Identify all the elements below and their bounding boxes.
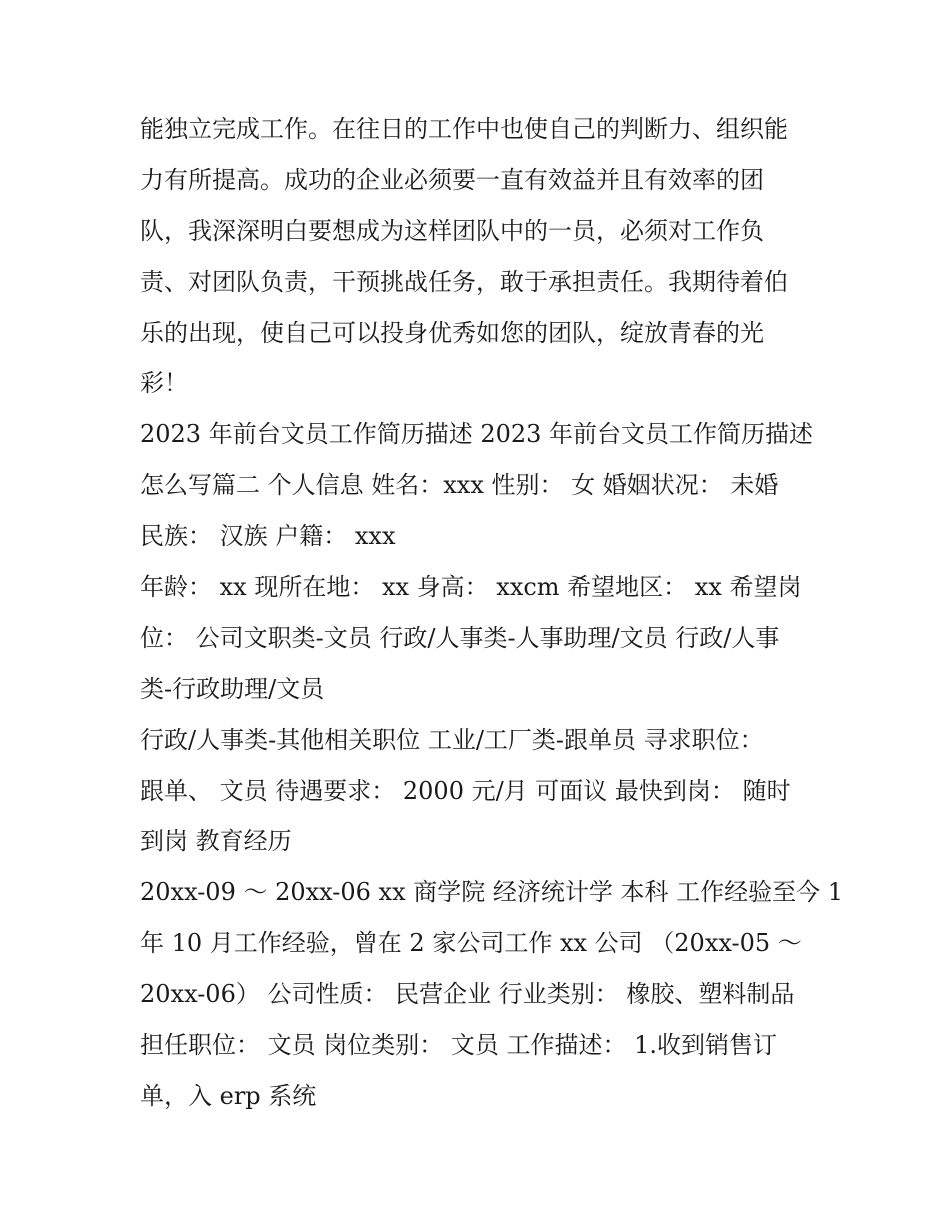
- text-line: 单，入 erp 系统: [140, 1081, 317, 1110]
- text-line: 担任职位： 文员 岗位类别： 文员 工作描述： 1.收到销售订: [140, 1031, 778, 1060]
- text-line: 队，我深深明白要想成为这样团队中的一员，必须对工作负: [140, 216, 764, 245]
- text-line: 位： 公司文职类-文员 行政/人事类-人事助理/文员 行政/人事: [140, 623, 780, 652]
- text-line: 怎么写篇二 个人信息 姓名：xxx 性别： 女 婚姻状况： 未婚: [140, 471, 779, 500]
- text-line: 彩！: [140, 369, 188, 398]
- text-line: 20xx-09 ～ 20xx-06 xx 商学院 经济统计学 本科 工作经验至今 1: [140, 878, 844, 907]
- text-line: 到岗 教育经历: [140, 827, 292, 856]
- text-line: 民族： 汉族 户籍： xxx: [140, 522, 396, 551]
- text-line: 20xx-06） 公司性质： 民营企业 行业类别： 橡胶、塑料制品: [140, 980, 795, 1009]
- text-line: 乐的出现，使自己可以投身优秀如您的团队，绽放青春的光: [140, 318, 764, 347]
- text-line: 行政/人事类-其他相关职位 工业/工厂类-跟单员 寻求职位：: [140, 725, 764, 754]
- text-line: 责、对团队负责，干预挑战任务，敢于承担责任。我期待着伯: [140, 267, 788, 296]
- document-body: [140, 104, 844, 1122]
- text-line: 力有所提高。成功的企业必须要一直有效益并且有效率的团: [140, 165, 764, 194]
- text-line: 类-行政助理/文员: [140, 674, 325, 703]
- text-line: 跟单、 文员 待遇要求： 2000 元/月 可面议 最快到岗： 随时: [140, 776, 791, 805]
- text-line: 2023 年前台文员工作简历描述 2023 年前台文员工作简历描述: [140, 420, 814, 449]
- text-line: 能独立完成工作。在往日的工作中也使自己的判断力、组织能: [140, 115, 788, 143]
- text-line: 年 10 月工作经验，曾在 2 家公司工作 xx 公司 （20xx-05 ～: [140, 929, 802, 958]
- text-line: 年龄： xx 现所在地： xx 身高： xxcm 希望地区： xx 希望岗: [140, 573, 802, 602]
